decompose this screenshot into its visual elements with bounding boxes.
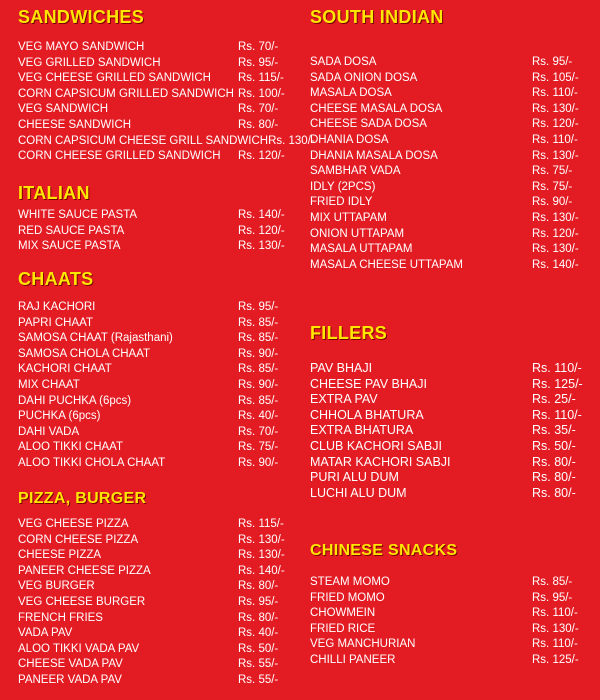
menu-item [18, 409, 294, 425]
menu-item [310, 653, 588, 669]
menu-item-price: Rs. 110/- [532, 87, 578, 100]
menu-item-name: CHEESE SADA DOSA [310, 118, 427, 131]
menu-item [18, 56, 294, 72]
menu-item-name: SAMOSA CHAAT (Rajasthani) [18, 332, 173, 345]
section-fillers [310, 322, 588, 344]
menu-item-name: PANEER VADA PAV [18, 673, 122, 686]
menu-item-name: ALOO TIKKI VADA PAV [18, 642, 140, 655]
menu-item-price: Rs. 50/- [532, 438, 576, 453]
menu-item-price: Rs. 40/- [238, 410, 279, 423]
menu-item-name: PAPRI CHAAT [18, 316, 93, 329]
menu-item-price: Rs. 105/- [532, 71, 579, 84]
menu-item [310, 622, 588, 638]
menu-item [18, 611, 294, 627]
menu-item-price: Rs. 95/- [238, 595, 279, 608]
menu-item [18, 673, 294, 689]
menu-item [18, 517, 294, 533]
menu-item [18, 102, 294, 118]
menu-item [310, 211, 588, 227]
menu-item-price: Rs. 85/- [238, 316, 279, 329]
menu-item [18, 149, 294, 165]
menu-item [310, 486, 588, 502]
menu-item-name: SADA ONION DOSA [310, 71, 418, 84]
menu-item-price: Rs. 80/- [238, 580, 279, 593]
menu-item-price: Rs. 75/- [532, 165, 573, 178]
menu-item-price: Rs. 35/- [532, 423, 576, 438]
menu-item-name: EXTRA BHATURA [310, 423, 414, 438]
menu-item-name: DAHI VADA [18, 425, 80, 438]
menu-item-name: CHHOLA BHATURA [310, 407, 424, 422]
menu-item-price: Rs. 55/- [238, 673, 279, 686]
menu-item-name: FRIED IDLY [310, 196, 373, 209]
section-chaats [18, 268, 294, 290]
menu-item [18, 362, 294, 378]
menu-item-name: LUCHI ALU DUM [310, 485, 407, 500]
menu-item [310, 55, 588, 71]
menu-item-price: Rs. 110/- [532, 361, 582, 375]
menu-item-name: VEG GRILLED SANDWICH [18, 56, 161, 69]
section-heading: CHAATS [18, 269, 94, 289]
section-heading: ITALIAN [18, 183, 90, 203]
menu-item-price: Rs. 130/- [238, 549, 285, 562]
menu-item-name: CHEESE PAV BHAJI [310, 376, 427, 391]
menu-item [310, 71, 588, 87]
menu-item-name: CHEESE MASALA DOSA [310, 102, 443, 115]
menu-item [310, 606, 588, 622]
menu-item-price: Rs. 80/- [532, 485, 576, 500]
menu-item-name: PUCHKA (6pcs) [18, 410, 101, 423]
section-italian [18, 182, 294, 204]
menu-item-price: Rs. 90/- [238, 347, 279, 360]
menu-item-price: Rs. 70/- [238, 103, 279, 116]
menu-item-price: Rs. 125/- [532, 376, 583, 391]
menu-item-name: CHEESE PIZZA [18, 549, 102, 562]
menu-item-name: VADA PAV [18, 627, 73, 640]
menu-item [18, 208, 294, 224]
menu-item-name: EXTRA PAV [310, 392, 378, 407]
menu-item-price: Rs. 95/- [532, 591, 573, 604]
menu-item [18, 425, 294, 441]
section-south-indian [310, 6, 588, 28]
menu-item-name: CORN CHEESE PIZZA [18, 533, 139, 546]
menu-item-price: Rs. 25/- [532, 392, 576, 407]
menu-item-price: Rs. 40/- [238, 627, 279, 640]
menu-item-price: Rs. 90/- [238, 378, 279, 391]
item-list [18, 40, 315, 165]
section-heading: SOUTH INDIAN [310, 7, 444, 27]
menu-item [310, 242, 588, 258]
menu-item-name: PURI ALU DUM [310, 470, 399, 485]
menu-item-price: Rs. 120/- [532, 227, 579, 240]
menu-item-name: FRIED RICE [310, 622, 376, 635]
menu-item [310, 575, 588, 591]
menu-item [18, 548, 294, 564]
menu-item-price: Rs. 80/- [238, 611, 279, 624]
menu-item [18, 595, 294, 611]
menu-item-name: MIX SAUCE PASTA [18, 240, 121, 253]
menu-item-price: Rs. 85/- [238, 363, 279, 376]
menu-item-name: VEG CHEESE GRILLED SANDWICH [18, 72, 211, 85]
menu-item-price: Rs. 85/- [238, 332, 279, 345]
menu-item-price: Rs. 120/- [532, 118, 579, 131]
menu-item [18, 394, 294, 410]
menu-item-name: RED SAUCE PASTA [18, 224, 125, 237]
menu-item-name: VEG CHEESE PIZZA [18, 518, 129, 530]
menu-item-price: Rs. 70/- [238, 425, 279, 438]
menu-item [310, 455, 588, 471]
menu-item [18, 40, 294, 56]
menu-item [18, 564, 294, 580]
menu-item-name: MIX CHAAT [18, 378, 80, 391]
menu-item-price: Rs. 95/- [532, 56, 573, 68]
menu-item-name: MASALA DOSA [310, 87, 392, 100]
menu-item-name: PAV BHAJI [310, 361, 373, 375]
menu-item-price: Rs. 130/- [532, 211, 579, 224]
menu-item-name: CHOWMEIN [310, 607, 376, 620]
menu-item-price: Rs. 120/- [238, 224, 285, 237]
menu-item-name: CORN CHEESE GRILLED SANDWICH [18, 150, 221, 163]
menu-item [310, 637, 588, 653]
item-list [18, 300, 294, 472]
menu-item-price: Rs. 55/- [238, 658, 279, 671]
menu-item-price: Rs. 95/- [238, 56, 279, 69]
menu-item-price: Rs. 75/- [532, 180, 573, 193]
menu-item [310, 423, 588, 439]
menu-item-price: Rs. 115/- [238, 72, 284, 85]
menu-item [310, 195, 588, 211]
menu-item-price: Rs. 110/- [532, 638, 578, 651]
section-heading: FILLERS [310, 323, 388, 343]
menu-item-name: DHANIA DOSA [310, 133, 389, 146]
menu-item [310, 164, 588, 180]
menu-item [18, 533, 294, 549]
menu-item-name: VEG BURGER [18, 580, 95, 593]
menu-item-name: ONION UTTAPAM [310, 227, 405, 240]
item-list [18, 517, 294, 689]
menu-item-name: CHILLI PANEER [310, 653, 396, 666]
menu-item-price: Rs. 95/- [238, 301, 279, 313]
menu-item-price: Rs. 110/- [532, 607, 578, 620]
menu-item [310, 392, 588, 408]
menu-item-name: SAMOSA CHOLA CHAAT [18, 347, 151, 360]
menu-item [18, 642, 294, 658]
menu-item-name: WHITE SAUCE PASTA [18, 209, 138, 221]
menu-item [310, 133, 588, 149]
menu-item [310, 149, 588, 165]
menu-item [310, 439, 588, 455]
menu-item-price: Rs. 115/- [238, 518, 284, 530]
menu-item [310, 180, 588, 196]
menu-item [18, 626, 294, 642]
menu-item-name: MATAR KACHORI SABJI [310, 454, 451, 469]
menu-item-name: MASALA CHEESE UTTAPAM [310, 258, 463, 271]
menu-item-name: CORN CAPSICUM GRILLED SANDWICH [18, 87, 234, 100]
menu-item [18, 440, 294, 456]
menu-item-price: Rs. 140/- [238, 564, 285, 577]
menu-item [310, 258, 588, 274]
menu-item-name: KACHORI CHAAT [18, 363, 112, 376]
menu-item-name: ALOO TIKKI CHAAT [18, 441, 124, 454]
menu-item [310, 227, 588, 243]
menu-item-name: MASALA UTTAPAM [310, 243, 413, 256]
menu-item-name: DAHI PUCHKA (6pcs) [18, 394, 132, 407]
menu-item-name: SAMBHAR VADA [310, 165, 401, 178]
menu-item-price: Rs. 90/- [532, 196, 573, 209]
menu-item-name: SADA DOSA [310, 56, 377, 68]
menu-item-price: Rs. 140/- [532, 258, 579, 271]
menu-item-price: Rs. 130/- [532, 243, 579, 256]
menu-item-price: Rs. 75/- [238, 441, 279, 454]
item-list [18, 208, 294, 255]
menu-item-name: DHANIA MASALA DOSA [310, 149, 438, 162]
menu-item-name: CLUB KACHORI SABJI [310, 438, 442, 453]
menu-item-price: Rs. 110/- [532, 407, 582, 422]
section-heading: CHINESE SNACKS [310, 542, 458, 559]
menu-item-price: Rs. 80/- [238, 118, 279, 131]
menu-item [18, 579, 294, 595]
menu-item [18, 134, 315, 150]
menu-item [310, 117, 588, 133]
menu-item-price: Rs. 110/- [532, 133, 578, 146]
menu-item-price: Rs. 85/- [238, 394, 279, 407]
menu-item-name: IDLY (2PCS) [310, 180, 376, 193]
section-heading: SANDWICHES [18, 7, 145, 27]
menu-item-price: Rs. 130/- [532, 102, 579, 115]
menu-item [310, 591, 588, 607]
menu-item-price: Rs. 130/- [268, 134, 315, 147]
menu-item-price: Rs. 125/- [532, 653, 579, 666]
menu-item-price: Rs. 130/- [532, 622, 579, 635]
menu-item-price: Rs. 130/- [238, 533, 285, 546]
menu-item [310, 86, 588, 102]
menu-item-name: FRENCH FRIES [18, 611, 103, 624]
menu-item [310, 361, 588, 377]
menu-item [18, 378, 294, 394]
menu-item-name: MIX UTTAPAM [310, 211, 387, 224]
menu-item-price: Rs. 80/- [532, 454, 576, 469]
menu-item-price: Rs. 130/- [532, 149, 579, 162]
menu-item [18, 239, 294, 255]
menu-item-price: Rs. 70/- [238, 41, 279, 53]
menu-item [310, 102, 588, 118]
menu-item-price: Rs. 100/- [238, 87, 285, 100]
menu-item [310, 377, 588, 393]
menu-item [310, 408, 588, 424]
menu-item-name: CORN CAPSICUM CHEESE GRILL SANDWICH [18, 134, 269, 147]
item-list [310, 361, 588, 501]
menu-item [18, 331, 294, 347]
section-sandwiches [18, 6, 294, 28]
menu-item-price: Rs. 90/- [238, 456, 279, 469]
menu-item [18, 456, 294, 472]
menu-item-price: Rs. 80/- [532, 470, 576, 485]
menu-item-price: Rs. 85/- [532, 576, 573, 588]
menu-item [18, 118, 294, 134]
menu-item-price: Rs. 50/- [238, 642, 279, 655]
item-list [310, 55, 588, 273]
menu-item-name: VEG CHEESE BURGER [18, 595, 146, 608]
menu-item-name: VEG MANCHURIAN [310, 638, 416, 651]
menu-item [310, 470, 588, 486]
menu-item-name: CHEESE VADA PAV [18, 658, 123, 671]
item-list [310, 575, 588, 669]
menu-item-price: Rs. 130/- [238, 240, 285, 253]
menu-item-price: Rs. 120/- [238, 150, 285, 163]
menu-item-name: VEG MAYO SANDWICH [18, 41, 145, 53]
menu-item-name: PANEER CHEESE PIZZA [18, 564, 151, 577]
section-heading: PIZZA, BURGER [18, 490, 147, 507]
menu-item-name: VEG SANDWICH [18, 103, 109, 116]
menu-item-price: Rs. 140/- [238, 209, 285, 221]
menu-item-name: RAJ KACHORI [18, 301, 96, 313]
menu-item-name: ALOO TIKKI CHOLA CHAAT [18, 456, 166, 469]
menu-item-name: STEAM MOMO [310, 576, 390, 588]
menu-item-name: FRIED MOMO [310, 591, 385, 604]
menu-item [18, 71, 294, 87]
menu-item [18, 347, 294, 363]
section-pizza-burger [18, 488, 294, 510]
section-chinese-snacks [310, 540, 588, 562]
menu-item [18, 224, 294, 240]
menu-item [18, 300, 294, 316]
menu-item [18, 87, 294, 103]
menu-item-name: CHEESE SANDWICH [18, 118, 132, 131]
menu-item [18, 657, 294, 673]
menu-item [18, 316, 294, 332]
